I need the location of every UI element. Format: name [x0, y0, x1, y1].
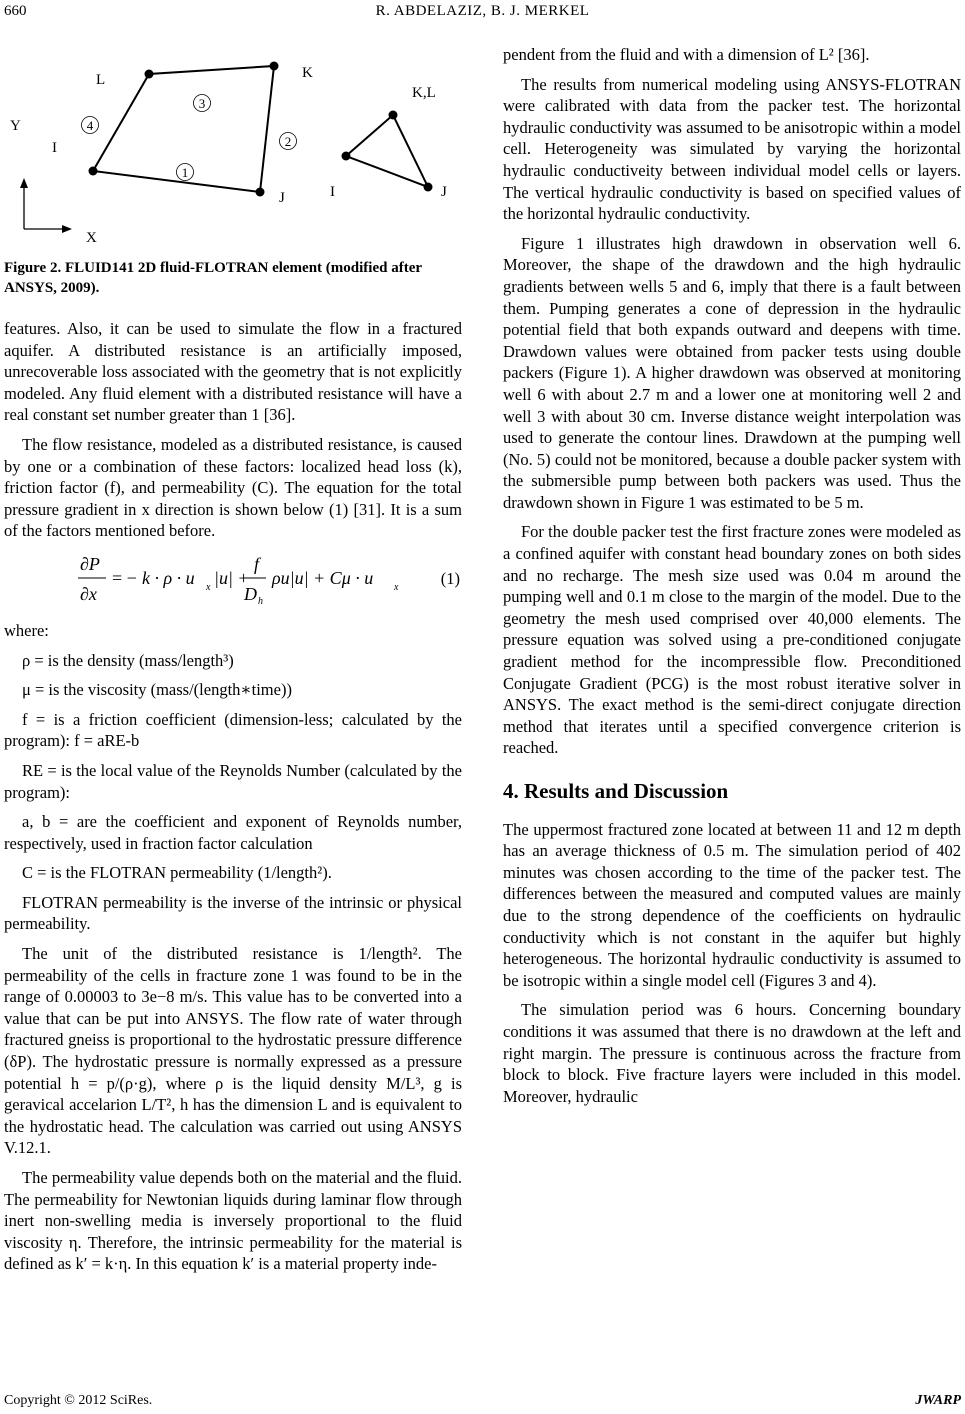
paragraph: FLOTRAN permeability is the inverse of the intrinsic or physical permeability.	[4, 892, 462, 934]
node-i	[89, 167, 98, 176]
svg-text:f: f	[254, 553, 260, 574]
paragraph: The uppermost fractured zone located at between 11 and 12 m depth has an average thickness of 0.5 m. The simulation period of 402 minutes was chosen according to the time of the packer test. The differences between the measured and computed values are mainly due to the strong dependence of the coefficients on hydraulic conductivity which is not constant in the aquifer but highly heterogeneous. The horizontal hydraulic conductivity is assumed to be isotropic within a single model cell (Figures 3 and 4).	[503, 819, 961, 990]
paragraph: pendent from the fluid and with a dimension of L² [36].	[503, 45, 870, 64]
svg-text:k · ρ · u: k · ρ · u	[142, 567, 195, 588]
triangle-element	[346, 115, 428, 187]
svg-text:|u| +: |u| +	[214, 567, 250, 588]
figure-2-diagram	[4, 44, 462, 244]
face-3-label: 3	[198, 96, 206, 111]
face-2-label: 2	[284, 134, 292, 149]
left-column	[4, 44, 462, 1283]
node-l	[145, 70, 154, 79]
paragraph: features. Also, it can be used to simulate the flow in a fractured aquifer. A distributed resistance is an artificially imposed, unrecoverable loss associated with the geometry that is not explicitly modeled. Any fluid element with a distributed resistance will have a real constant set number greater than 1 [36].	[4, 319, 462, 425]
paragraph: For the double packer test the first fracture zones were modeled as a confined aquifer with constant head boundary zones on both sides and no recharge. The mesh size used was 0.04 m around the pumping well and 0.1 m close to the margin of the model. Due to the geometry the mesh used comprised over 40,000 elements. The pressure equation was solved using a pre-conditioned conjugate gradient method for the incompressible flow. Preconditioned Conjugate Gradient (PCG) is the most robust iterative solver in ANSYS. The exact method is the semi-direct conjugate direction method that iterates until a specified convergence criterion is reached.	[503, 522, 961, 758]
y-axis-arrowhead	[20, 178, 28, 188]
svg-text:∂P: ∂P	[80, 553, 100, 574]
copyright: Copyright © 2012 SciRes.	[4, 1393, 153, 1408]
paragraph: The flow resistance, modeled as a distributed resistance, is caused by one or a combination of these factors: localized head loss (k), friction factor (f), and permeability (C). The equation for the total pressure gradient in x direction is shown below (1) [31]. It is a sum of the factors mentioned before.	[4, 434, 462, 541]
equation-1	[4, 550, 462, 608]
paragraph: The simulation period was 6 hours. Concerning boundary conditions it was assumed that there is no drawdown at the left and right margin. The pressure is continuous across the fracture from block to block. Five fracture layers were included in this model. Moreover, hydraulic	[503, 1000, 961, 1106]
journal-name: JWARP	[915, 1393, 961, 1408]
face-4-label: 4	[86, 118, 94, 133]
svg-text:∂x: ∂x	[80, 583, 97, 604]
tri-label-kl: K,L	[412, 85, 436, 101]
tri-label-j: J	[441, 184, 447, 200]
svg-text:x: x	[394, 581, 399, 593]
tri-node-i	[342, 152, 351, 161]
tri-label-i: I	[330, 184, 335, 200]
definition-re: RE = is the local value of the Reynolds Number (calculated by the program):	[4, 760, 462, 802]
page-header	[0, 0, 965, 30]
section-title: 4. Results and Discussion	[503, 779, 729, 803]
definition-mu: μ = is the viscosity (mass/(length∗time))	[22, 680, 292, 700]
right-column	[503, 44, 961, 1115]
label-j: J	[279, 190, 285, 206]
paragraph: The results from numerical modeling using ANSYS-FLOTRAN were calibrated with data from the packer test. The horizontal hydraulic conductivity was assumed to be anisotropic within a model cell. Heterogeneity was simulated by varying the horizontal hydraulic conductiveity between individual model cells or layers. The vertical hydraulic conductivity is based on specified values of the horizontal hydraulic conductivity.	[503, 74, 961, 224]
tri-node-j	[424, 183, 433, 192]
definition-c: C = is the FLOTRAN permeability (1/length²).	[22, 863, 332, 883]
node-k	[270, 62, 279, 71]
running-head: R. ABDELAZIZ, B. J. MERKEL	[375, 3, 590, 19]
definition-f: f = is a friction coefficient (dimension-less; calculated by the program): f = aRE-b	[4, 709, 462, 751]
figure-2	[4, 44, 462, 244]
paragraph: The permeability value depends both on the material and the fluid. The permeability for Newtonian liquids during laminar flow through inert non-swelling media is inversely proportional to the fluid viscosity η. Therefore, the intrinsic permeability for the material is defined as k′ = k·η. In this equation k′ is a material property inde-	[4, 1168, 462, 1274]
page-number: 660	[4, 3, 27, 19]
label-i: I	[52, 140, 57, 156]
paragraph: The unit of the distributed resistance is 1/length². The permeability of the cells in fracture zone 1 was found to be in the range of 0.00003 to 3e−8 m/s. This value has to be converted into a value that can be put into ANSYS. The flow rate of water through fractured gneiss is proportional to the hydrostatic pressure difference (δP). The hydrostatic pressure is normally expressed as a pressure potential h = p/(ρ·g), where ρ is the liquid density M/L³, g is geravical accelarion L/T², h has the dimension L and is equivalent to the hydrostatic head. The calculation was carried out using ANSYS V.12.1.	[4, 944, 462, 1158]
equation-1-formula	[4, 550, 424, 608]
paragraph: Figure 1 illustrates high drawdown in observation well 6. Moreover, the shape of the drawdown and the high hydraulic gradients between wells 5 and 6, imply that there is a fault between them. Pumping generates a cone of depression in the hydraulic potential field that both expands outward and deepens with time. Drawdown values were obtained from packer tests using double packers (Figure 1). A higher drawdown was observed at monitoring well 6 with about 2.7 m and a lower one at monitoring well 2 and well 3 with about 30 cm. Inverse distance weight interpolation was used to generate the contour lines. Drawdown at the pumping well (No. 5) could not be monitored, because a double packer system with the submersible pump between both packers was used. Thus the drawdown shown in Figure 1 was estimated to be 5 m.	[503, 233, 961, 512]
svg-text:ρu|u| + Cμ · u: ρu|u| + Cμ · u	[272, 567, 374, 588]
x-axis-arrowhead	[62, 225, 72, 233]
svg-text:h: h	[258, 595, 263, 607]
face-1-label: 1	[181, 165, 189, 180]
svg-text:D: D	[244, 583, 257, 604]
label-l: L	[96, 72, 106, 88]
definition-ab: a, b = are the coefficient and exponent of Reynolds number, respectively, used in fraction factor calculation	[4, 812, 462, 853]
equation-number: (1)	[440, 568, 460, 588]
label-k: K	[302, 65, 313, 81]
svg-text:= −: = −	[112, 567, 137, 588]
svg-text:x: x	[206, 581, 211, 593]
tri-node-kl	[389, 111, 398, 120]
figure-2-caption: Figure 2. FLUID141 2D fluid-FLOTRAN element (modified after ANSYS, 2009).	[4, 260, 422, 296]
label-y: Y	[10, 118, 21, 134]
definition-rho: ρ = is the density (mass/length³)	[22, 650, 234, 670]
node-j	[256, 188, 265, 197]
where-label: where:	[4, 620, 49, 640]
label-x: X	[86, 230, 97, 244]
